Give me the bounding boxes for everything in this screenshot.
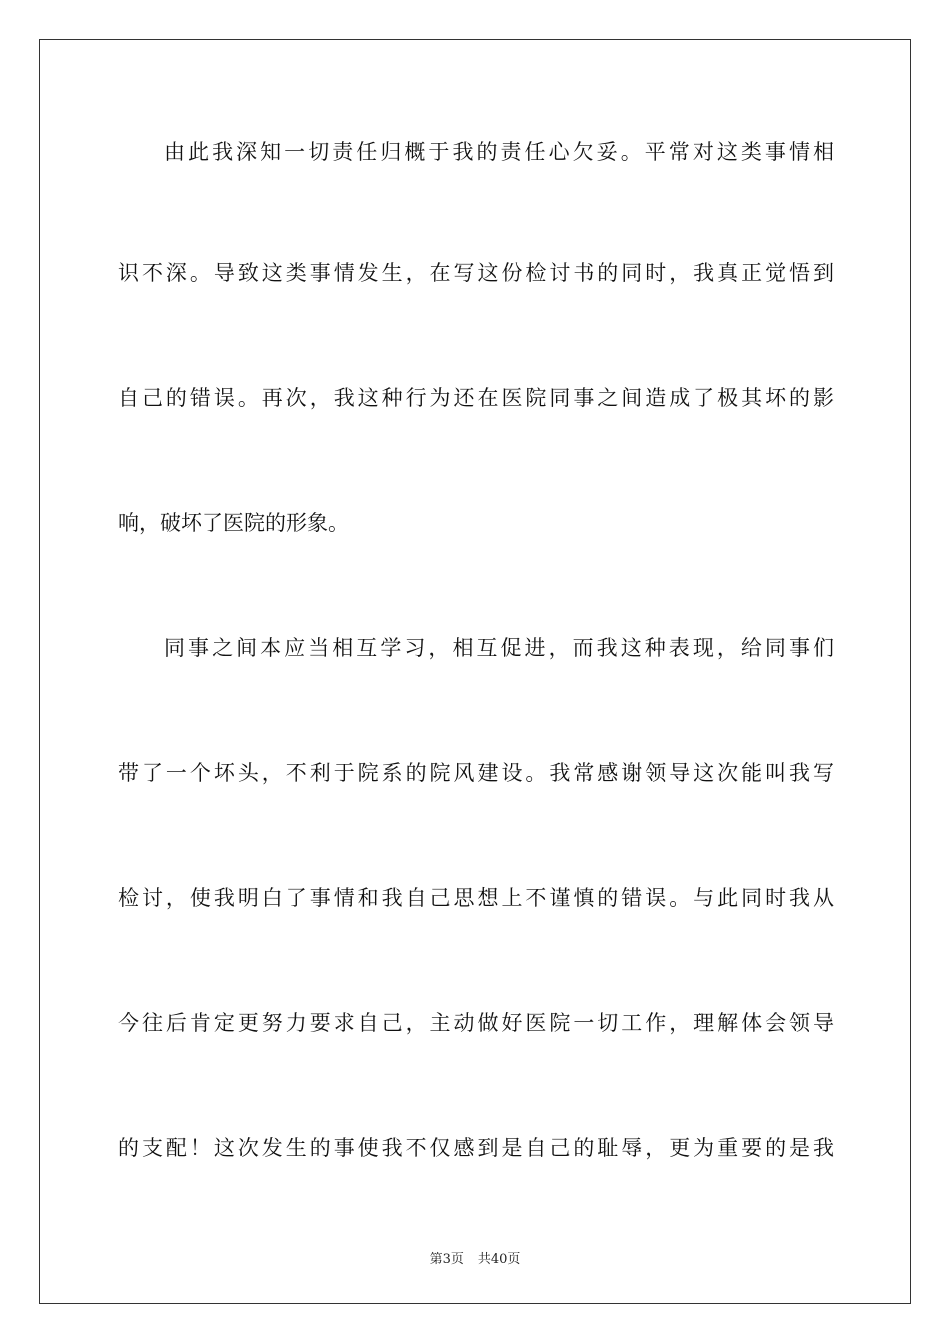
page-border — [39, 39, 911, 1304]
page-total: 共40页 — [477, 1252, 521, 1267]
page-footer — [0, 1248, 950, 1267]
paragraph-2-line-3: 检讨，使我明白了事情和我自己思想上不谨慎的错误。与此同时我从 — [118, 886, 834, 910]
paragraph-2-line-1: 同事之间本应当相互学习，相互促进，而我这种表现，给同事们 — [164, 636, 834, 660]
paragraph-1-line-3: 自己的错误。再次，我这种行为还在医院同事之间造成了极其坏的影 — [118, 386, 834, 410]
paragraph-2-line-4: 今往后肯定更努力要求自己，主动做好医院一切工作，理解体会领导 — [118, 1011, 834, 1035]
paragraph-2-line-5: 的支配！这次发生的事使我不仅感到是自己的耻辱，更为重要的是我 — [118, 1136, 834, 1160]
paragraph-1-line-1: 由此我深知一切责任归概于我的责任心欠妥。平常对这类事情相 — [164, 140, 834, 164]
paragraph-2-line-2: 带了一个坏头，不利于院系的院风建设。我常感谢领导这次能叫我写 — [118, 761, 834, 785]
paragraph-1-line-2: 识不深。导致这类事情发生，在写这份检讨书的同时，我真正觉悟到 — [118, 261, 834, 285]
paragraph-1-line-4: 响，破坏了医院的形象。 — [118, 511, 349, 535]
page-number: 第3页 — [429, 1252, 464, 1267]
